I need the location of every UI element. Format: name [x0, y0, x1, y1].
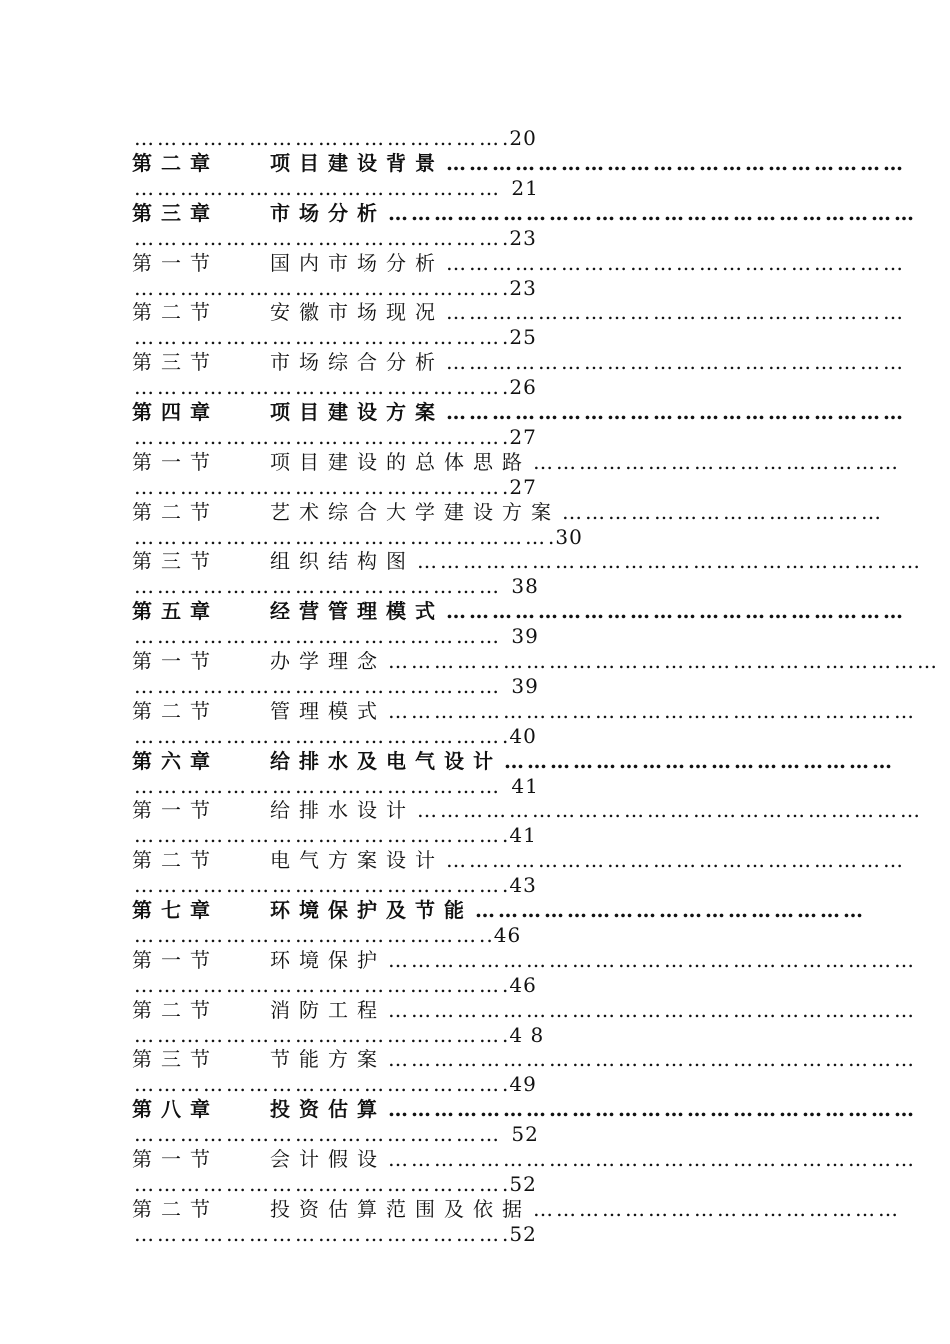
toc-entry-number: 第一节 [132, 947, 219, 972]
toc-leader: ……………………………………… [134, 922, 479, 947]
toc-entry-title: 项目建设背景 …………………………………………………… [270, 151, 906, 175]
toc-entry-number: 第三节 [132, 549, 219, 574]
toc-entry-title: 环境保护 …………………………………………………………… [270, 947, 917, 972]
toc-page-number: .20 [502, 126, 537, 150]
toc-entry-number: 第三节 [132, 350, 219, 375]
toc-entries [132, 151, 940, 1247]
toc-entry-title: 项目建设的总体思路 ………………………………………… [270, 449, 901, 474]
toc-section-entry[interactable] [132, 1146, 917, 1197]
toc-page-number: .23 [502, 225, 537, 250]
toc-entry-number: 第七章 [132, 897, 219, 922]
toc-entry-title: 给排水设计 ………………………………………………………… [270, 798, 923, 823]
toc-leader: …………………………………………………………… [388, 997, 917, 1022]
toc-leader: …………………………………………………… [446, 151, 906, 175]
toc-section-entry[interactable] [132, 499, 884, 550]
toc-entry-number: 第一节 [132, 1146, 219, 1171]
toc-entry-title: 组织结构图 ………………………………………………………… [270, 549, 923, 574]
toc-page-number: .52 [502, 1221, 537, 1246]
toc-leader: ………………………………………… [134, 1221, 502, 1246]
toc-page-number: .25 [502, 325, 537, 350]
toc-page-number: .27 [502, 474, 537, 499]
toc-leader: ………………………………………… [134, 624, 512, 649]
toc-entry-title: 电气方案设计 …………………………………………………… [270, 848, 906, 873]
toc-entry-number: 第四章 [132, 399, 219, 424]
toc-page-number: .26 [502, 375, 537, 400]
toc-entry-title: 消防工程 …………………………………………………………… [270, 997, 917, 1022]
toc-page-number: .49 [502, 1072, 537, 1097]
toc-section-entry[interactable] [132, 648, 940, 699]
toc-page-number: 39 [511, 624, 539, 649]
toc-leader: …………………………………… [562, 499, 884, 524]
toc-page-number: .4 8 [502, 1022, 545, 1047]
toc-entry-number: 第二节 [132, 997, 219, 1022]
toc-entry-number: 第五章 [132, 599, 219, 624]
toc-entry-number: 第二节 [132, 848, 219, 873]
toc-leader: ………………………………………………………… [417, 798, 923, 823]
toc-section-entry[interactable] [132, 848, 906, 898]
toc-entry-number: 第一节 [132, 798, 219, 823]
toc-leader: ………………………………………… [134, 823, 502, 848]
toc-section-entry[interactable] [132, 997, 917, 1048]
toc-page-number: 39 [511, 673, 539, 698]
toc-leader: ………………………………………… [533, 1196, 901, 1221]
toc-leader: ………………………………………… [134, 773, 512, 798]
toc-page-number: 21 [511, 176, 539, 200]
toc-leader: …………………………………………………… [446, 399, 906, 424]
toc-page-number: .43 [502, 873, 537, 898]
toc-leader: ………………………………………… [134, 424, 502, 449]
toc-leader: …………………………………………………………… [388, 1047, 917, 1072]
toc-leader: ………………………………………… [134, 1122, 512, 1147]
toc-chapter-entry[interactable] [132, 748, 895, 799]
toc-chapter-entry[interactable] [132, 399, 906, 450]
toc-entry-number: 第二章 [132, 151, 219, 175]
toc-leader: ……………………………………………………………… [388, 648, 940, 673]
toc-leader: ………………………………………… [134, 673, 512, 698]
toc-leader: …………………………………………………… [446, 848, 906, 873]
toc-page-number: .46 [502, 972, 537, 997]
toc-entry-number: 第二节 [132, 1196, 219, 1221]
toc-leader: ………………………………………… [533, 449, 901, 474]
toc-leader: …………………………………………………… [446, 300, 906, 325]
toc-entry-number: 第一节 [132, 250, 219, 275]
toc-entry-title: 办学理念 ……………………………………………………………… [270, 648, 940, 673]
toc-section-entry[interactable] [132, 549, 923, 599]
toc-section-entry[interactable] [132, 798, 923, 848]
toc-entry-number: 第二节 [132, 698, 219, 723]
toc-leader: ………………………………………… [134, 325, 502, 350]
toc-leader: ………………………………………… [134, 1072, 502, 1097]
toc-continuation-line [132, 126, 812, 151]
toc-leader: …………………………………………… [504, 748, 895, 773]
toc-entry-title: 项目建设方案 …………………………………………………… [270, 399, 906, 424]
toc-entry-number: 第二节 [132, 300, 219, 325]
toc-leader: …………………………………………………… [446, 350, 906, 375]
toc-entry-title: 投资估算 …………………………………………………………… [270, 1097, 917, 1122]
toc-chapter-entry[interactable] [132, 599, 906, 649]
toc-page-number: .30 [548, 524, 583, 549]
toc-leader: ………………………………………… [134, 275, 502, 300]
toc-page-number: 52 [511, 1122, 539, 1147]
toc-entry-number: 第一节 [132, 648, 219, 673]
toc-leader: …………………………………………………… [446, 599, 906, 624]
toc-leader: …………………………………………………………… [388, 1146, 917, 1171]
toc-page-number: .41 [502, 823, 537, 848]
toc-leader: …………………………………………………………… [388, 200, 917, 225]
toc-entry-number: 第一节 [132, 449, 219, 474]
toc-leader: ………………………………………… [134, 1171, 502, 1196]
toc-page-number: 38 [511, 574, 539, 599]
toc-leader: ………………………………………… [134, 375, 502, 400]
toc-page-number: 41 [511, 773, 539, 798]
toc-leader: ………………………………………………………… [417, 549, 923, 574]
toc-leader: ………………………………………… [134, 574, 512, 599]
toc-section-entry[interactable] [132, 698, 917, 749]
toc-page-number: .40 [502, 723, 537, 748]
toc-entry-title: 国内市场分析 …………………………………………………… [270, 250, 906, 275]
toc-entry-number: 第八章 [132, 1097, 219, 1122]
toc-entry-number: 第三节 [132, 1047, 219, 1072]
toc-section-entry[interactable] [132, 300, 906, 350]
toc-entry-title: 市场分析 …………………………………………………………… [270, 200, 917, 225]
toc-leader: …………………………………………………… [446, 250, 906, 275]
toc-entry-number: 第二节 [132, 499, 219, 524]
toc-entry-title: 节能方案 …………………………………………………………… [270, 1047, 917, 1072]
toc-page-number: .52 [502, 1171, 537, 1196]
toc-section-entry[interactable] [132, 1196, 901, 1247]
toc-leader: ………………………………………… [134, 1022, 502, 1047]
table-of-contents [132, 126, 940, 1247]
toc-section-entry[interactable] [132, 1047, 917, 1097]
toc-entry-title: 会计假设 …………………………………………………………… [270, 1146, 917, 1171]
toc-leader: ………………………………………… [134, 723, 502, 748]
toc-section-entry[interactable] [132, 250, 906, 301]
toc-chapter-entry[interactable] [132, 897, 866, 948]
toc-leader: ………………………………………… [134, 126, 502, 150]
toc-leader: …………………………………………………………… [388, 947, 917, 972]
toc-leader: ………………………………………… [134, 972, 502, 997]
toc-leader: ………………………………………… [134, 176, 512, 200]
toc-page-number: ..46 [479, 922, 522, 947]
toc-entry-title: 给排水及电气设计 …………………………………………… [270, 748, 895, 773]
toc-page-number: .27 [502, 424, 537, 449]
toc-entry-title: 艺术综合大学建设方案 …………………………………… [270, 499, 884, 524]
toc-chapter-entry[interactable] [132, 1097, 917, 1147]
toc-page-number: .23 [502, 275, 537, 300]
toc-section-entry[interactable] [132, 449, 901, 500]
toc-leader: ……………………………………………… [134, 524, 548, 549]
toc-leader: …………………………………………… [475, 897, 866, 922]
toc-leader: ………………………………………… [134, 225, 502, 250]
toc-chapter-entry[interactable] [132, 200, 917, 251]
toc-entry-title: 经营管理模式 …………………………………………………… [270, 599, 906, 624]
toc-entry-title: 环境保护及节能 …………………………………………… [270, 897, 866, 922]
toc-entry-title: 投资估算范围及依据 ………………………………………… [270, 1196, 901, 1221]
toc-entry-number: 第三章 [132, 200, 219, 225]
toc-leader: …………………………………………………………… [388, 698, 917, 723]
toc-entry-title: 市场综合分析 …………………………………………………… [270, 350, 906, 375]
toc-leader: ………………………………………… [134, 873, 502, 898]
toc-leader: ………………………………………… [134, 474, 502, 499]
toc-section-entry[interactable] [132, 350, 906, 400]
toc-leader: …………………………………………………………… [388, 1097, 917, 1122]
toc-entry-title: 安徽市场现况 …………………………………………………… [270, 300, 906, 325]
toc-entry-number: 第六章 [132, 748, 219, 773]
toc-section-entry[interactable] [132, 947, 917, 998]
toc-chapter-entry[interactable] [132, 151, 906, 201]
toc-entry-title: 管理模式 …………………………………………………………… [270, 698, 917, 723]
